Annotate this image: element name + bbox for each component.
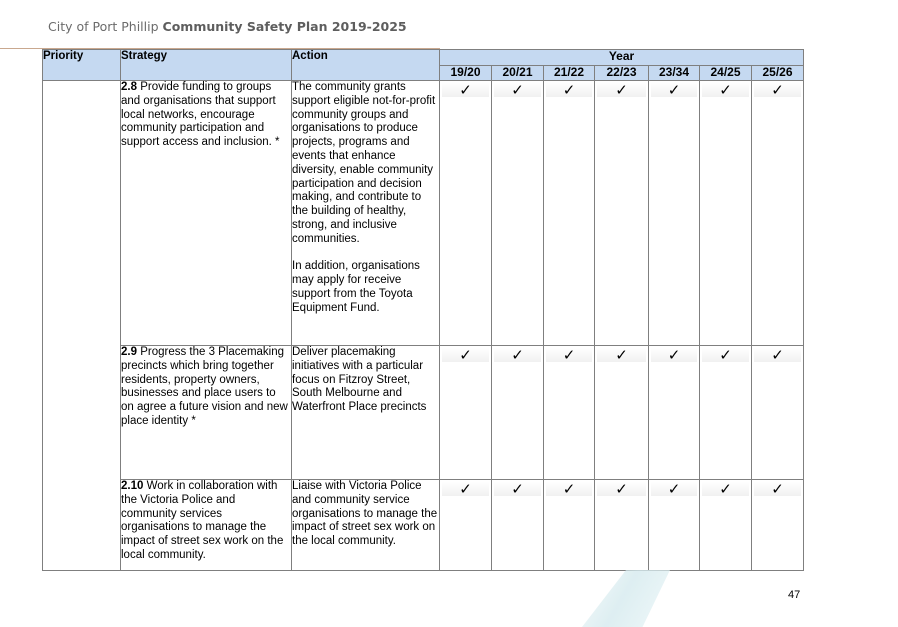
check-mark-icon: ✓ (597, 482, 646, 496)
check-mark-icon: ✓ (494, 83, 541, 97)
year-header-23-34: 23/34 (649, 66, 700, 81)
year-check-cell (440, 81, 492, 346)
strategy-header: Strategy (121, 50, 292, 81)
action-text: In addition, organisations may apply for receive support from the Toyota Equipment Fund. (292, 260, 420, 314)
year-header-19-20: 19/20 (440, 66, 492, 81)
year-check-cell (440, 346, 492, 480)
strategy-number: 2.8 (121, 81, 137, 93)
action-cell (292, 346, 440, 480)
strategy-cell (121, 480, 292, 571)
year-check-cell (752, 81, 804, 346)
year-check-cell (544, 346, 595, 480)
strategy-cell (121, 346, 292, 480)
year-header-20-21: 20/21 (492, 66, 544, 81)
check-mark-icon: ✓ (546, 83, 592, 97)
check-mark-icon: ✓ (546, 482, 592, 496)
year-check-cell (700, 346, 752, 480)
year-header-21-22: 21/22 (544, 66, 595, 81)
year-check-cell (492, 81, 544, 346)
year-check-cell (595, 346, 649, 480)
year-check-cell (752, 480, 804, 571)
priority-header: Priority (43, 50, 121, 81)
header-org: City of Port Phillip (48, 19, 159, 34)
year-check-cell (700, 81, 752, 346)
action-text: Deliver placemaking initiatives with a particular focus on Fitzroy Street, South Melbourne and Waterfront Place precincts (292, 346, 427, 414)
table-row (43, 81, 804, 346)
strategy-cell (121, 81, 292, 346)
year-check-cell (649, 81, 700, 346)
year-check-cell (440, 480, 492, 571)
table-row (43, 480, 804, 571)
table-row (43, 346, 804, 480)
check-mark-icon: ✓ (754, 348, 801, 362)
action-cell (292, 81, 440, 346)
year-check-cell (492, 346, 544, 480)
year-check-cell (700, 480, 752, 571)
strategy-number: 2.10 (121, 480, 144, 492)
action-header: Action (292, 50, 440, 81)
action-plan-table (42, 49, 804, 571)
check-mark-icon: ✓ (546, 348, 592, 362)
check-mark-icon: ✓ (494, 482, 541, 496)
strategy-number: 2.9 (121, 346, 137, 358)
strategy-text: Provide funding to groups and organisations that support local networks, encourage community participation and support access and inclusion. * (121, 81, 280, 149)
header-title: Community Safety Plan 2019-2025 (162, 19, 407, 34)
priority-cell (43, 81, 121, 571)
check-mark-icon: ✓ (702, 482, 749, 496)
check-mark-icon: ✓ (651, 83, 697, 97)
check-mark-icon: ✓ (597, 348, 646, 362)
decorative-corner-graphic (560, 570, 670, 627)
year-header-22-23: 22/23 (595, 66, 649, 81)
year-check-cell (544, 480, 595, 571)
page-header (48, 19, 407, 34)
page-number: 47 (788, 589, 801, 601)
check-mark-icon: ✓ (442, 83, 489, 97)
check-mark-icon: ✓ (754, 482, 801, 496)
year-check-cell (595, 81, 649, 346)
check-mark-icon: ✓ (702, 348, 749, 362)
check-mark-icon: ✓ (442, 348, 489, 362)
action-text: Liaise with Victoria Police and community service organisations to manage the impact of street sex work on the local community. (292, 480, 438, 548)
year-group-header: Year (440, 50, 804, 66)
action-text: The community grants support eligible not-for-profit community groups and organisations to produce projects, programs and events that enhance diversity, enable community participation and decision making, and contribute to the building of healthy, strong, and inclusive communities. (292, 81, 436, 245)
year-check-cell (595, 480, 649, 571)
year-header-24-25: 24/25 (700, 66, 752, 81)
year-check-cell (649, 346, 700, 480)
strategy-text: Progress the 3 Placemaking precincts which bring together residents, property owners, businesses and place users to on agree a future vision and new place identity * (121, 346, 288, 427)
check-mark-icon: ✓ (651, 482, 697, 496)
check-mark-icon: ✓ (702, 83, 749, 97)
check-mark-icon: ✓ (442, 482, 489, 496)
action-cell (292, 480, 440, 571)
check-mark-icon: ✓ (597, 83, 646, 97)
year-header-25-26: 25/26 (752, 66, 804, 81)
check-mark-icon: ✓ (754, 83, 801, 97)
year-check-cell (544, 81, 595, 346)
strategy-text: Work in collaboration with the Victoria Police and community services organisations to manage the impact of street sex work on the local community. (121, 480, 284, 561)
year-check-cell (649, 480, 700, 571)
check-mark-icon: ✓ (651, 348, 697, 362)
check-mark-icon: ✓ (494, 348, 541, 362)
year-check-cell (752, 346, 804, 480)
year-check-cell (492, 480, 544, 571)
